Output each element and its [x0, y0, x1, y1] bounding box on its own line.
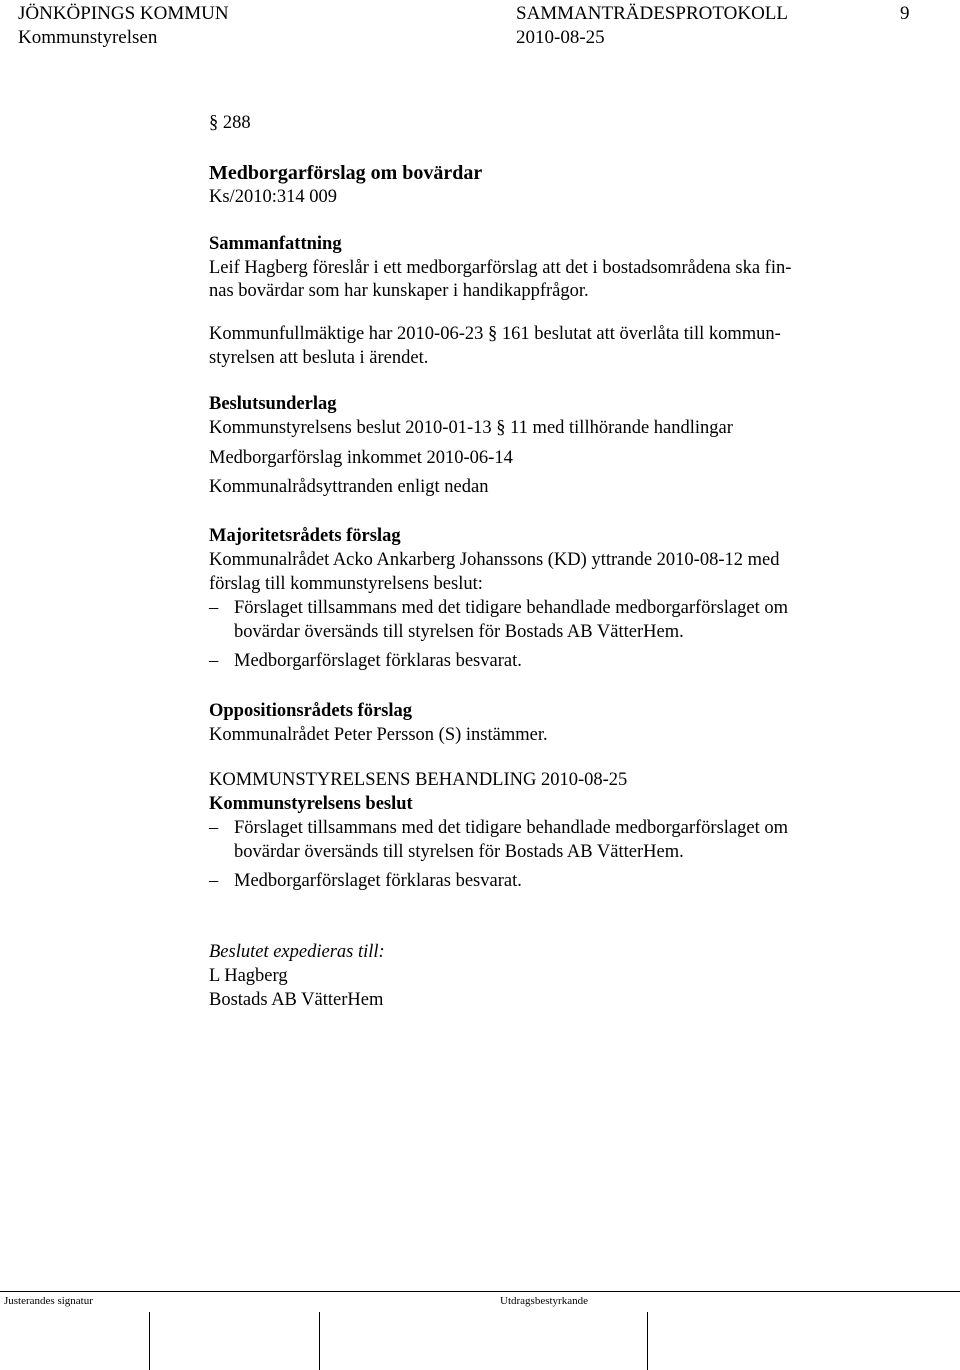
header-date: 2010-08-25: [516, 27, 605, 48]
signature-divider: [149, 1312, 150, 1370]
dispatch-heading: Beslutet expedieras till:: [209, 942, 385, 962]
signature-divider: [647, 1312, 648, 1370]
bullet-dash: –: [209, 871, 219, 891]
decision-bullet-line: Förslaget tillsammans med det tidigare behandlade medborgarförslaget om: [234, 818, 788, 838]
decision-heading: Kommunstyrelsens beslut: [209, 794, 413, 814]
basis-item: Kommunalrådsyttranden enligt nedan: [209, 477, 489, 497]
summary-line: nas bovärdar som har kunskaper i handikappfrågor.: [209, 281, 589, 301]
majority-bullet-line: Förslaget tillsammans med det tidigare behandlade medborgarförslaget om: [234, 598, 788, 618]
signature-divider: [319, 1312, 320, 1370]
dispatch-recipient: Bostads AB VätterHem: [209, 990, 384, 1010]
section-title: Medborgarförslag om bovärdar: [209, 162, 483, 184]
basis-item: Medborgarförslag inkommet 2010-06-14: [209, 448, 513, 468]
majority-heading: Majoritetsrådets förslag: [209, 526, 401, 546]
majority-intro: förslag till kommunstyrelsens beslut:: [209, 574, 483, 594]
opposition-heading: Oppositionsrådets förslag: [209, 701, 413, 721]
opposition-text: Kommunalrådet Peter Persson (S) instämmer.: [209, 725, 548, 745]
footer-right-label: Utdragsbestyrkande: [500, 1295, 588, 1307]
majority-intro: Kommunalrådet Acko Ankarberg Johanssons (KD) yttrande 2010-08-12 med: [209, 550, 780, 570]
dispatch-recipient: L Hagberg: [209, 966, 288, 986]
summary-line: Leif Hagberg föreslår i ett medborgarförslag att det i bostadsområdena ska fin-: [209, 258, 792, 278]
footer-rule: [0, 1291, 960, 1292]
majority-bullet-line: bovärdar översänds till styrelsen för Bostads AB VätterHem.: [234, 622, 684, 642]
header-page-number: 9: [900, 3, 910, 24]
header-doc-type: SAMMANTRÄDESPROTOKOLL: [516, 3, 789, 24]
decision-bullet-line: Medborgarförslaget förklaras besvarat.: [234, 871, 522, 891]
treatment-heading: KOMMUNSTYRELSENS BEHANDLING 2010-08-25: [209, 770, 628, 790]
basis-item: Kommunstyrelsens beslut 2010-01-13 § 11 med tillhörande handlingar: [209, 418, 733, 438]
header-body: Kommunstyrelsen: [18, 27, 158, 48]
decision-bullet-line: bovärdar översänds till styrelsen för Bostads AB VätterHem.: [234, 842, 684, 862]
kf-line: styrelsen att besluta i ärendet.: [209, 348, 429, 368]
footer-left-label: Justerandes signatur: [4, 1295, 93, 1307]
bullet-dash: –: [209, 818, 219, 838]
kf-line: Kommunfullmäktige har 2010-06-23 § 161 beslutat att överlåta till kommun-: [209, 324, 781, 344]
bullet-dash: –: [209, 598, 219, 618]
bullet-dash: –: [209, 651, 219, 671]
majority-bullet-line: Medborgarförslaget förklaras besvarat.: [234, 651, 522, 671]
summary-heading: Sammanfattning: [209, 234, 342, 254]
case-number: Ks/2010:314 009: [209, 187, 337, 207]
paragraph-number: § 288: [209, 113, 251, 133]
basis-heading: Beslutsunderlag: [209, 394, 337, 414]
header-org: JÖNKÖPINGS KOMMUN: [18, 3, 229, 24]
